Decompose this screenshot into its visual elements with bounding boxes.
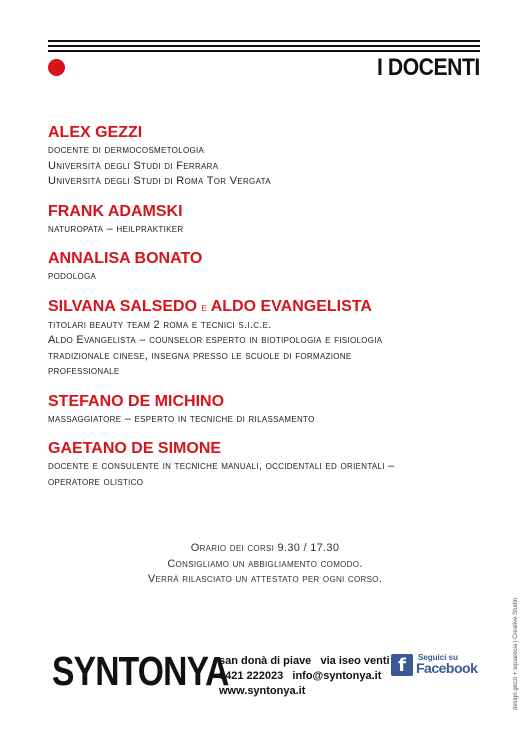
teacher-entry <box>48 202 488 238</box>
teacher-role: naturopata – heilpraktiker <box>48 222 184 235</box>
teacher-entry <box>48 249 488 285</box>
contact-block <box>219 654 390 699</box>
teacher-name: GAETANO DE SIMONE <box>48 440 222 457</box>
teacher-name: ANNALISA BONATO <box>48 250 203 267</box>
teacher-role: massaggiatore – esperto in tecniche di rilassamento <box>48 412 315 425</box>
facebook-link[interactable] <box>391 653 478 679</box>
teacher-entry <box>48 297 488 380</box>
teacher-description: professionale <box>48 365 120 377</box>
teacher-entry <box>48 123 488 190</box>
course-info <box>0 541 530 588</box>
teacher-role: docente di dermocosmetologia <box>48 144 205 156</box>
facebook-icon: f <box>391 654 413 676</box>
name-conjunction: e <box>201 301 207 314</box>
website-link[interactable]: www.syntonya.it <box>219 685 306 697</box>
clothing-advice: Consigliamo un abbigliamento comodo. <box>167 557 363 570</box>
header-rule-2 <box>48 45 480 47</box>
teacher-role: docente e consulente in tecniche manuali, occidentali ed orientali – <box>48 460 395 472</box>
teacher-name <box>48 297 488 318</box>
red-dot-icon <box>48 59 65 76</box>
teacher-role: podologa <box>48 270 97 282</box>
header-rule-3 <box>48 50 480 52</box>
certificate-note: Verrà rilasciato un attestato per ogni corso. <box>147 573 383 585</box>
teacher-name-part2: ALDO EVANGELISTA <box>210 297 372 315</box>
design-credit: design gezzi + squarecia | Creative Studio <box>513 597 519 710</box>
teacher-role: titolari beauty team 2 roma e tecnici s.i.c.e. <box>48 318 272 331</box>
teacher-entry <box>48 439 488 490</box>
facebook-label: Facebook <box>416 660 478 676</box>
teacher-affiliation: Università degli Studi di Ferrara <box>48 159 219 172</box>
address-text: san donà di piave via iseo venti <box>219 655 390 667</box>
teacher-entry <box>48 392 488 428</box>
page-title: I DOCENTI <box>377 54 480 81</box>
teacher-role: operatore olistico <box>48 475 144 488</box>
facebook-caption: Seguici su <box>418 653 459 662</box>
teacher-name: FRANK ADAMSKI <box>48 202 183 220</box>
teachers-list <box>48 123 488 502</box>
teacher-name: STEFANO DE MICHINO <box>48 392 225 410</box>
teacher-description: tradizionale cinese, insegna presso le scuole di formazione <box>48 349 352 362</box>
teacher-name: ALEX GEZZI <box>48 124 143 141</box>
header-rule-1 <box>48 40 480 42</box>
brand-logo: SYNTONYA <box>52 648 229 694</box>
course-hours: Orario dei corsi 9.30 / 17.30 <box>190 542 340 554</box>
teacher-description: Aldo Evangelista – counselor esperto in biotipologia e fisiologia <box>48 334 383 346</box>
phone-email-text[interactable]: 0421 222023 info@syntonya.it <box>219 670 382 682</box>
teacher-affiliation: Università degli Studi di Roma Tor Vergata <box>48 175 271 187</box>
teacher-name-part1: SILVANA SALSEDO <box>48 297 198 315</box>
